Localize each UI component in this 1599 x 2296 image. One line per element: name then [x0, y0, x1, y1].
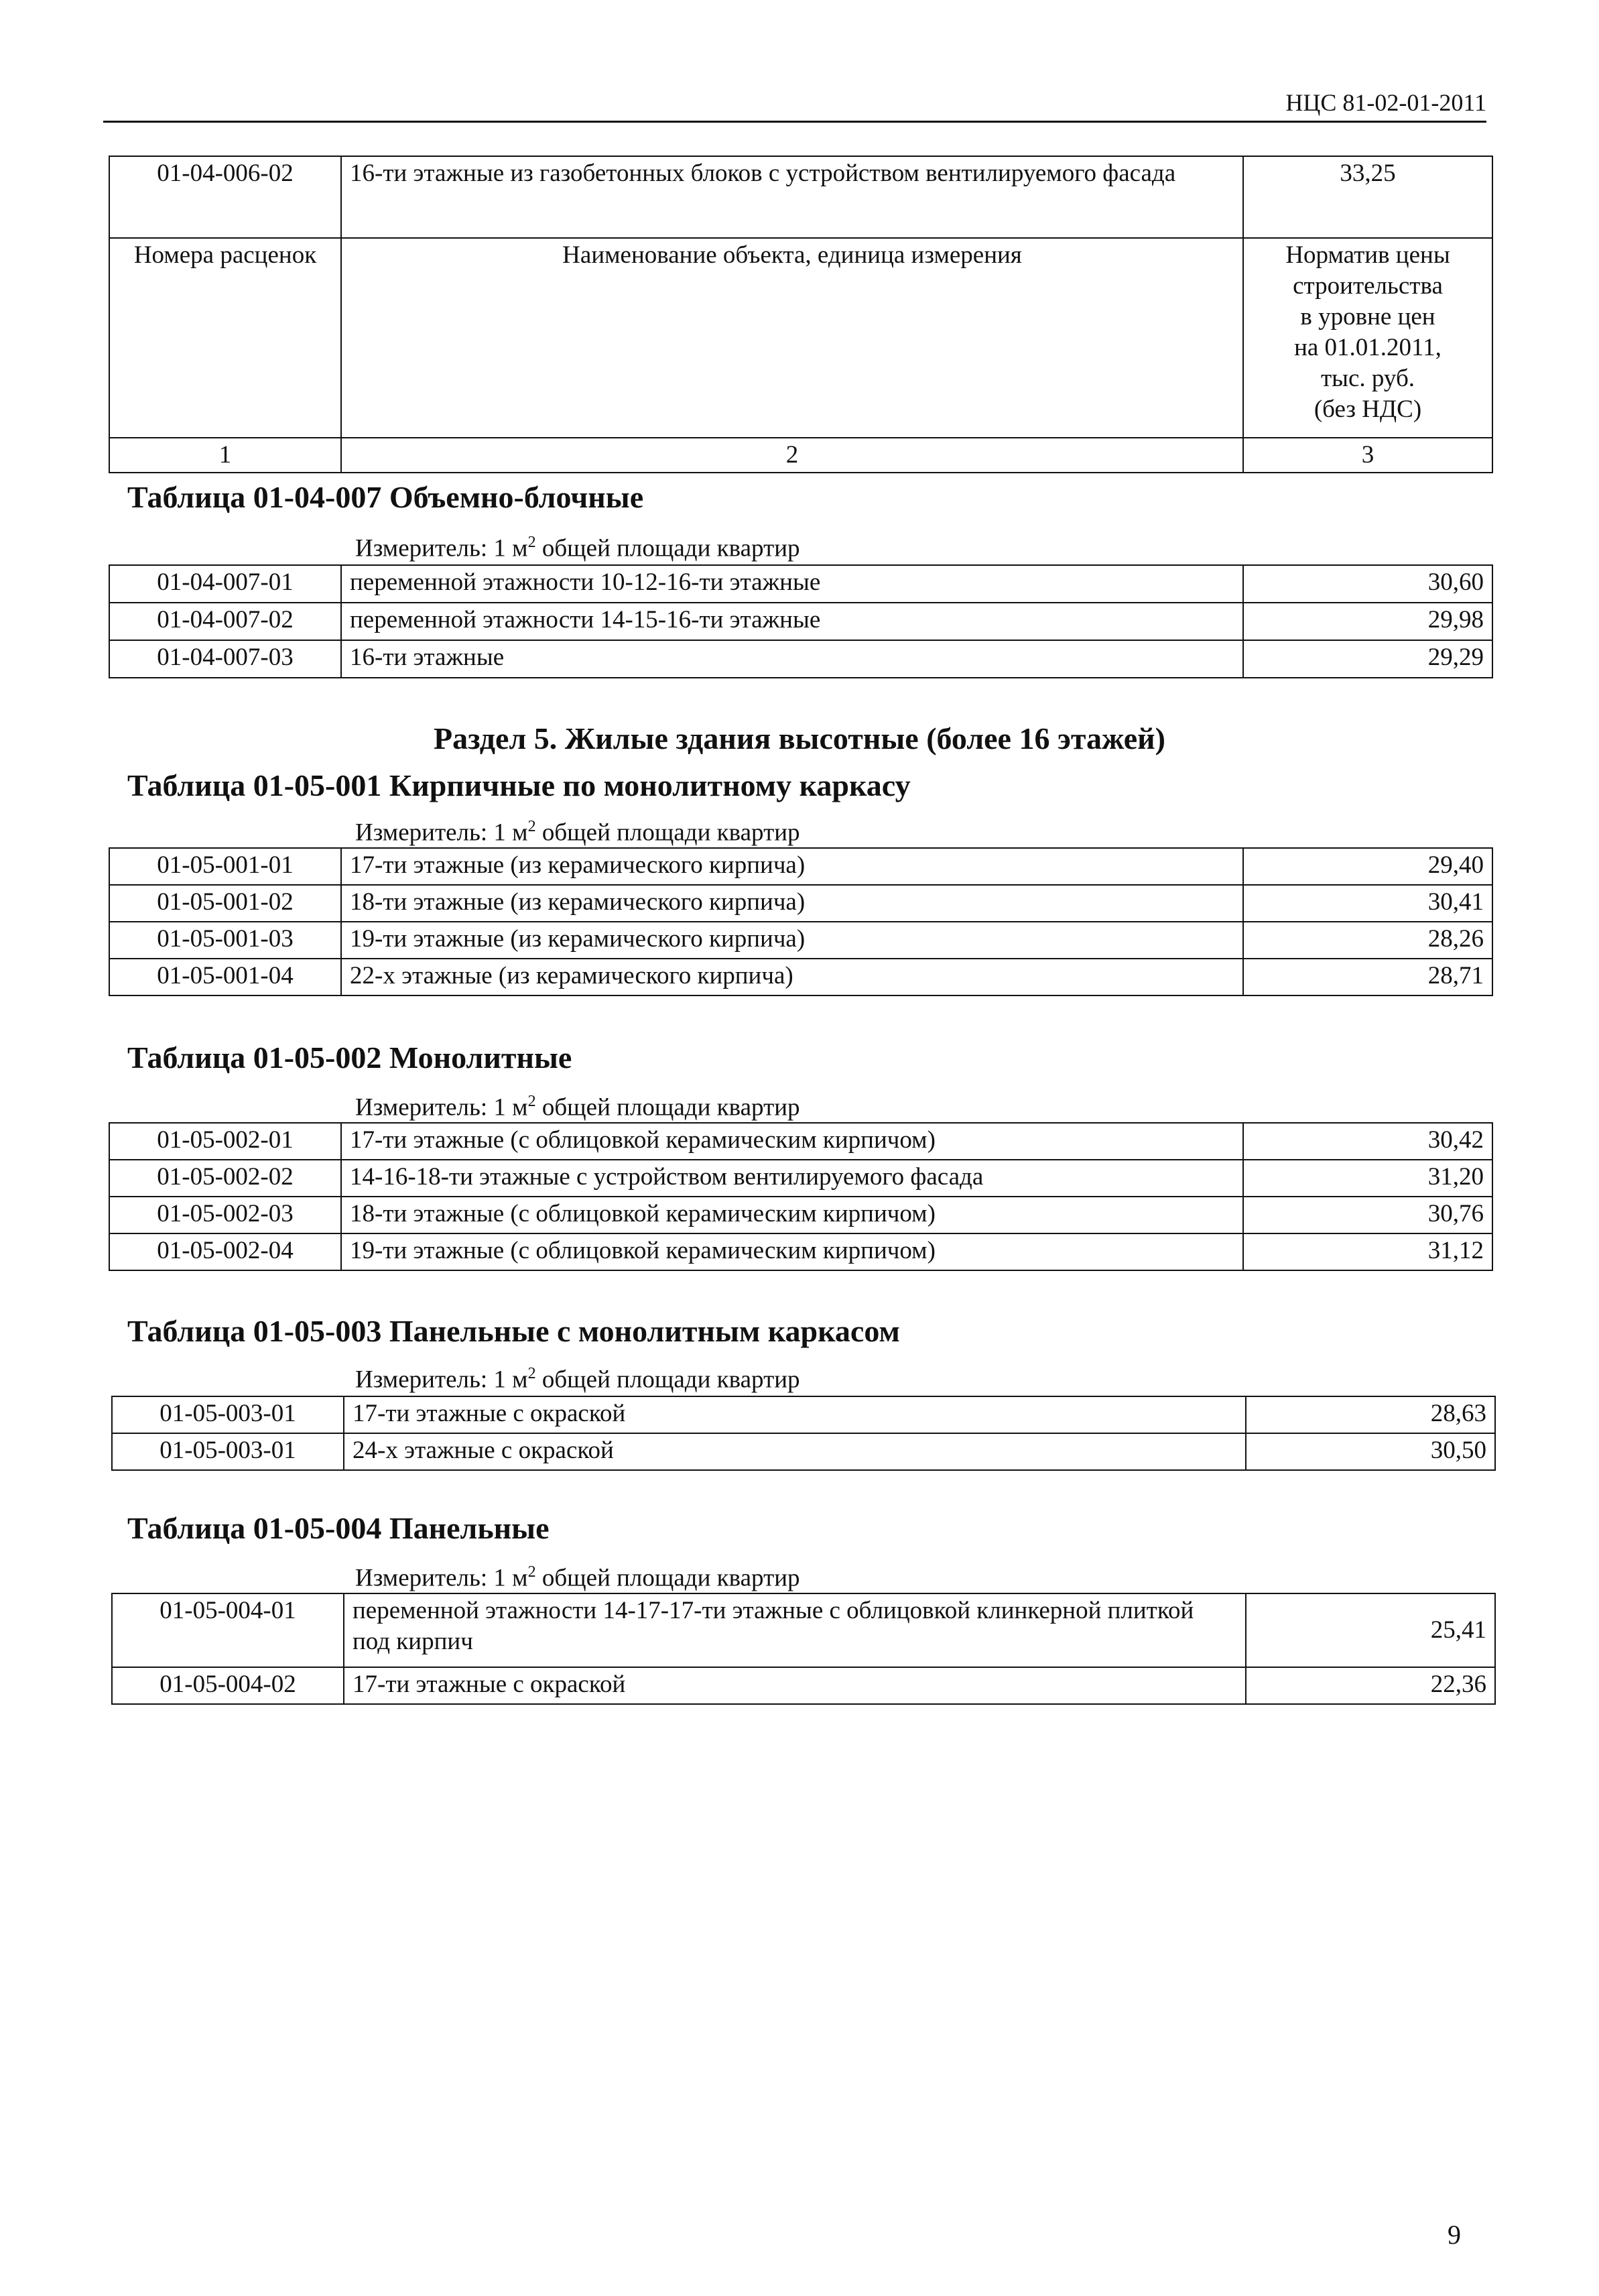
- row-code: 01-05-003-01: [112, 1396, 344, 1433]
- row-code: 01-04-007-01: [109, 565, 341, 603]
- column-number: 2: [341, 438, 1243, 473]
- row-code: 01-05-002-01: [109, 1123, 341, 1160]
- page-number: 9: [1448, 2220, 1461, 2250]
- row-price: 31,12: [1243, 1233, 1492, 1270]
- row-price: 29,98: [1243, 603, 1492, 640]
- header-line: строительства: [1293, 272, 1443, 300]
- row-price: 28,71: [1243, 959, 1492, 995]
- row-name: 19-ти этажные (из керамического кирпича): [341, 922, 1243, 959]
- row-name: 17-ти этажные с окраской: [344, 1396, 1246, 1433]
- table-row: [109, 1123, 1492, 1160]
- price-table: [109, 847, 1493, 996]
- table-title: Таблица 01-05-004 Панельные: [127, 1511, 550, 1545]
- row-name: 17-ти этажные (из керамического кирпича): [341, 848, 1243, 885]
- row-code: 01-05-001-01: [109, 848, 341, 885]
- row-code: 01-05-004-02: [112, 1667, 344, 1704]
- column-number: 1: [109, 438, 341, 473]
- unit-label: Измеритель: 1 $м^2$ общей площади квартир: [355, 818, 800, 847]
- column-header-codes: Номера расценок: [109, 238, 341, 438]
- table-row: [109, 156, 1492, 238]
- row-price: 28,63: [1246, 1396, 1495, 1433]
- table-title: Таблица 01-05-002 Монолитные: [127, 1040, 572, 1075]
- table-row: [112, 1433, 1495, 1470]
- row-name: 18-ти этажные (с облицовкой керамическим кирпичом): [341, 1197, 1243, 1233]
- table-row: [109, 1160, 1492, 1197]
- price-table: [111, 1593, 1496, 1705]
- column-number: 3: [1243, 438, 1492, 473]
- unit-label: Измеритель: 1 $м^2$ общей площади квартир: [355, 1093, 800, 1122]
- row-name: 24-х этажные с окраской: [344, 1433, 1246, 1470]
- table-row: [109, 1233, 1492, 1270]
- row-code: 01-05-001-02: [109, 885, 341, 922]
- table-row: [112, 1667, 1495, 1704]
- row-price: 31,20: [1243, 1160, 1492, 1197]
- row-code: 01-05-002-04: [109, 1233, 341, 1270]
- row-price: 30,50: [1246, 1433, 1495, 1470]
- header-line: Норматив цены: [1285, 241, 1450, 269]
- table-row: [109, 885, 1492, 922]
- price-table: [111, 1396, 1496, 1471]
- row-name: 16-ти этажные: [341, 640, 1243, 678]
- row-name: 16-ти этажные из газобетонных блоков с устройством вентилируемого фасада: [341, 156, 1243, 238]
- column-header-name: Наименование объекта, единица измерения: [341, 238, 1243, 438]
- row-price: 25,41: [1246, 1593, 1495, 1667]
- table-title: Таблица 01-05-003 Панельные с монолитным каркасом: [127, 1314, 900, 1348]
- price-table: [109, 1122, 1493, 1271]
- row-price: 30,41: [1243, 885, 1492, 922]
- unit-label: Измеритель: 1 $м^2$ общей площади квартир: [355, 534, 800, 562]
- row-name: 22-х этажные (из керамического кирпича): [341, 959, 1243, 995]
- row-code: 01-04-007-02: [109, 603, 341, 640]
- column-header-row: [109, 238, 1492, 438]
- row-name: 17-ти этажные (с облицовкой керамическим кирпичом): [341, 1123, 1243, 1160]
- document-code-header: НЦС 81-02-01-2011: [103, 87, 1486, 123]
- top-table: [109, 156, 1493, 473]
- table-title: Таблица 01-05-001 Кирпичные по монолитному каркасу: [127, 768, 911, 802]
- table-row: [112, 1593, 1495, 1667]
- table-row: [109, 640, 1492, 678]
- header-line: в уровне цен: [1300, 303, 1435, 330]
- column-header-price: [1243, 238, 1492, 438]
- row-code: 01-04-006-02: [109, 156, 341, 238]
- row-code: 01-05-002-03: [109, 1197, 341, 1233]
- row-code: 01-05-004-01: [112, 1593, 344, 1667]
- header-line: тыс. руб.: [1320, 365, 1415, 392]
- row-price: 22,36: [1246, 1667, 1495, 1704]
- header-line: (без НДС): [1314, 396, 1422, 423]
- row-code: 01-04-007-03: [109, 640, 341, 678]
- table-row: [109, 1197, 1492, 1233]
- row-price: 29,40: [1243, 848, 1492, 885]
- table-row: [109, 603, 1492, 640]
- section-heading: Раздел 5. Жилые здания высотные (более 16 этажей): [434, 721, 1165, 756]
- table-row: [109, 959, 1492, 995]
- row-name: переменной этажности 14-15-16-ти этажные: [341, 603, 1243, 640]
- row-price: 30,76: [1243, 1197, 1492, 1233]
- table-row: [109, 565, 1492, 603]
- table-title: Таблица 01-04-007 Объемно-блочные: [127, 480, 644, 514]
- row-price: 30,60: [1243, 565, 1492, 603]
- row-name: 14-16-18-ти этажные с устройством вентилируемого фасада: [341, 1160, 1243, 1197]
- unit-label: Измеритель: 1 $м^2$ общей площади квартир: [355, 1563, 800, 1592]
- table-row: [109, 922, 1492, 959]
- row-name: 18-ти этажные (из керамического кирпича): [341, 885, 1243, 922]
- row-code: 01-05-002-02: [109, 1160, 341, 1197]
- row-name: переменной этажности 10-12-16-ти этажные: [341, 565, 1243, 603]
- row-name: 17-ти этажные с окраской: [344, 1667, 1246, 1704]
- row-price: 33,25: [1243, 156, 1492, 238]
- table-row: [112, 1396, 1495, 1433]
- row-price: 29,29: [1243, 640, 1492, 678]
- row-code: 01-05-003-01: [112, 1433, 344, 1470]
- header-line: на 01.01.2011,: [1294, 334, 1442, 361]
- row-code: 01-05-001-04: [109, 959, 341, 995]
- row-price: 30,42: [1243, 1123, 1492, 1160]
- row-code: 01-05-001-03: [109, 922, 341, 959]
- column-number-row: [109, 438, 1492, 473]
- row-name: переменной этажности 14-17-17-ти этажные с облицовкой клинкерной плиткой под кирпич: [344, 1593, 1246, 1667]
- table-row: [109, 848, 1492, 885]
- row-price: 28,26: [1243, 922, 1492, 959]
- price-table: [109, 564, 1493, 678]
- unit-label: Измеритель: 1 $м^2$ общей площади квартир: [355, 1365, 800, 1394]
- row-name: 19-ти этажные (с облицовкой керамическим кирпичом): [341, 1233, 1243, 1270]
